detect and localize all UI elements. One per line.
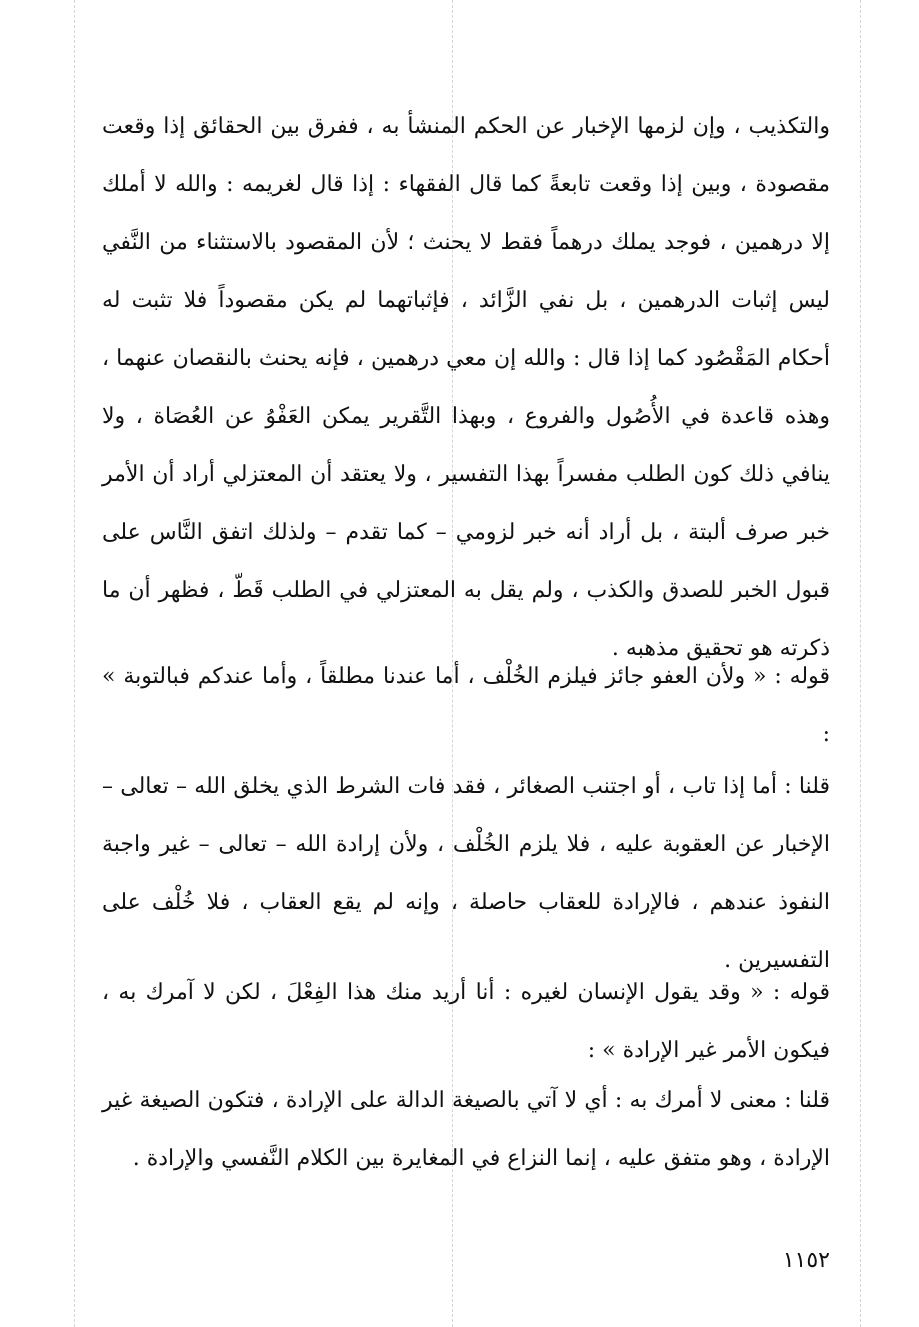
body-paragraph-1	[102, 98, 830, 678]
scan-guide-line	[860, 0, 861, 1327]
page-number: ١١٥٢	[782, 1248, 830, 1273]
body-paragraph-4	[102, 964, 830, 1080]
paragraph-text: قلنا : أما إذا تاب ، أو اجتنب الصغائر ، فقد فات الشرط الذي يخلق الله – تعالى – الإخبار عن العقوبة عليه ، فلا يلزم الخُلْف ، ولأن إرادة الله – تعالى – غير واجبة النفوذ عندهم ، فالإرادة للعقاب حاصلة ، وإنه لم يقع العقاب ، فلا خُلْف على التفسيرين .	[102, 774, 830, 973]
paragraph-text: قوله : « ولأن العفو جائز فيلزم الخُلْف ، أما عندنا مطلقاً ، وأما عندكم فبالتوبة » :	[102, 664, 830, 747]
body-paragraph-2	[102, 648, 830, 764]
paragraph-text: قلنا : معنى لا أمرك به : أي لا آتي بالصيغة الدالة على الإرادة ، فتكون الصيغة غير الإرادة ، وهو متفق عليه ، إنما النزاع في المغايرة بين الكلام النَّفسي والإرادة .	[102, 1088, 830, 1171]
paragraph-text: والتكذيب ، وإن لزمها الإخبار عن الحكم المنشأ به ، ففرق بين الحقائق إذا وقعت مقصودة ، وبين إذا وقعت تابعةً كما قال الفقهاء : إذا قال لغريمه : والله لا أملك إلا درهمين ، فوجد يملك درهماً فقط لا يحنث ؛ لأن المقصود بالاستثناء من النَّفي ليس إثبات الدرهمين ، بل نفي الزَّائد ، فإثباتهما لم يكن مقصوداً فلا تثبت له أحكام المَقْصُود كما إذا قال : والله إن معي درهمين ، فإنه يحنث بالنقصان عنهما ، وهذه قاعدة في الأُصُول والفروع ، وبهذا التَّقرير يمكن العَفْوُ عن العُصَاة ، ولا ينافي ذلك كون الطلب مفسراً بهذا التفسير ، ولا يعتقد أن المعتزلي أراد أن الأمر خبر صرف ألبتة ، بل أراد أنه خبر لزومي – كما تقدم – ولذلك اتفق النَّاس على قبول الخبر للصدق والكذب ، ولم يقل به المعتزلي في الطلب قَطّ ، فظهر أن ما ذكرته هو تحقيق مذهبه .	[102, 114, 830, 661]
body-paragraph-3	[102, 758, 830, 990]
body-paragraph-5	[102, 1072, 830, 1188]
paragraph-text: قوله : « وقد يقول الإنسان لغيره : أنا أريد منك هذا الفِعْلَ ، لكن لا آمرك به ، فيكون الأمر غير الإرادة » :	[102, 980, 830, 1063]
scan-guide-line	[74, 0, 75, 1327]
